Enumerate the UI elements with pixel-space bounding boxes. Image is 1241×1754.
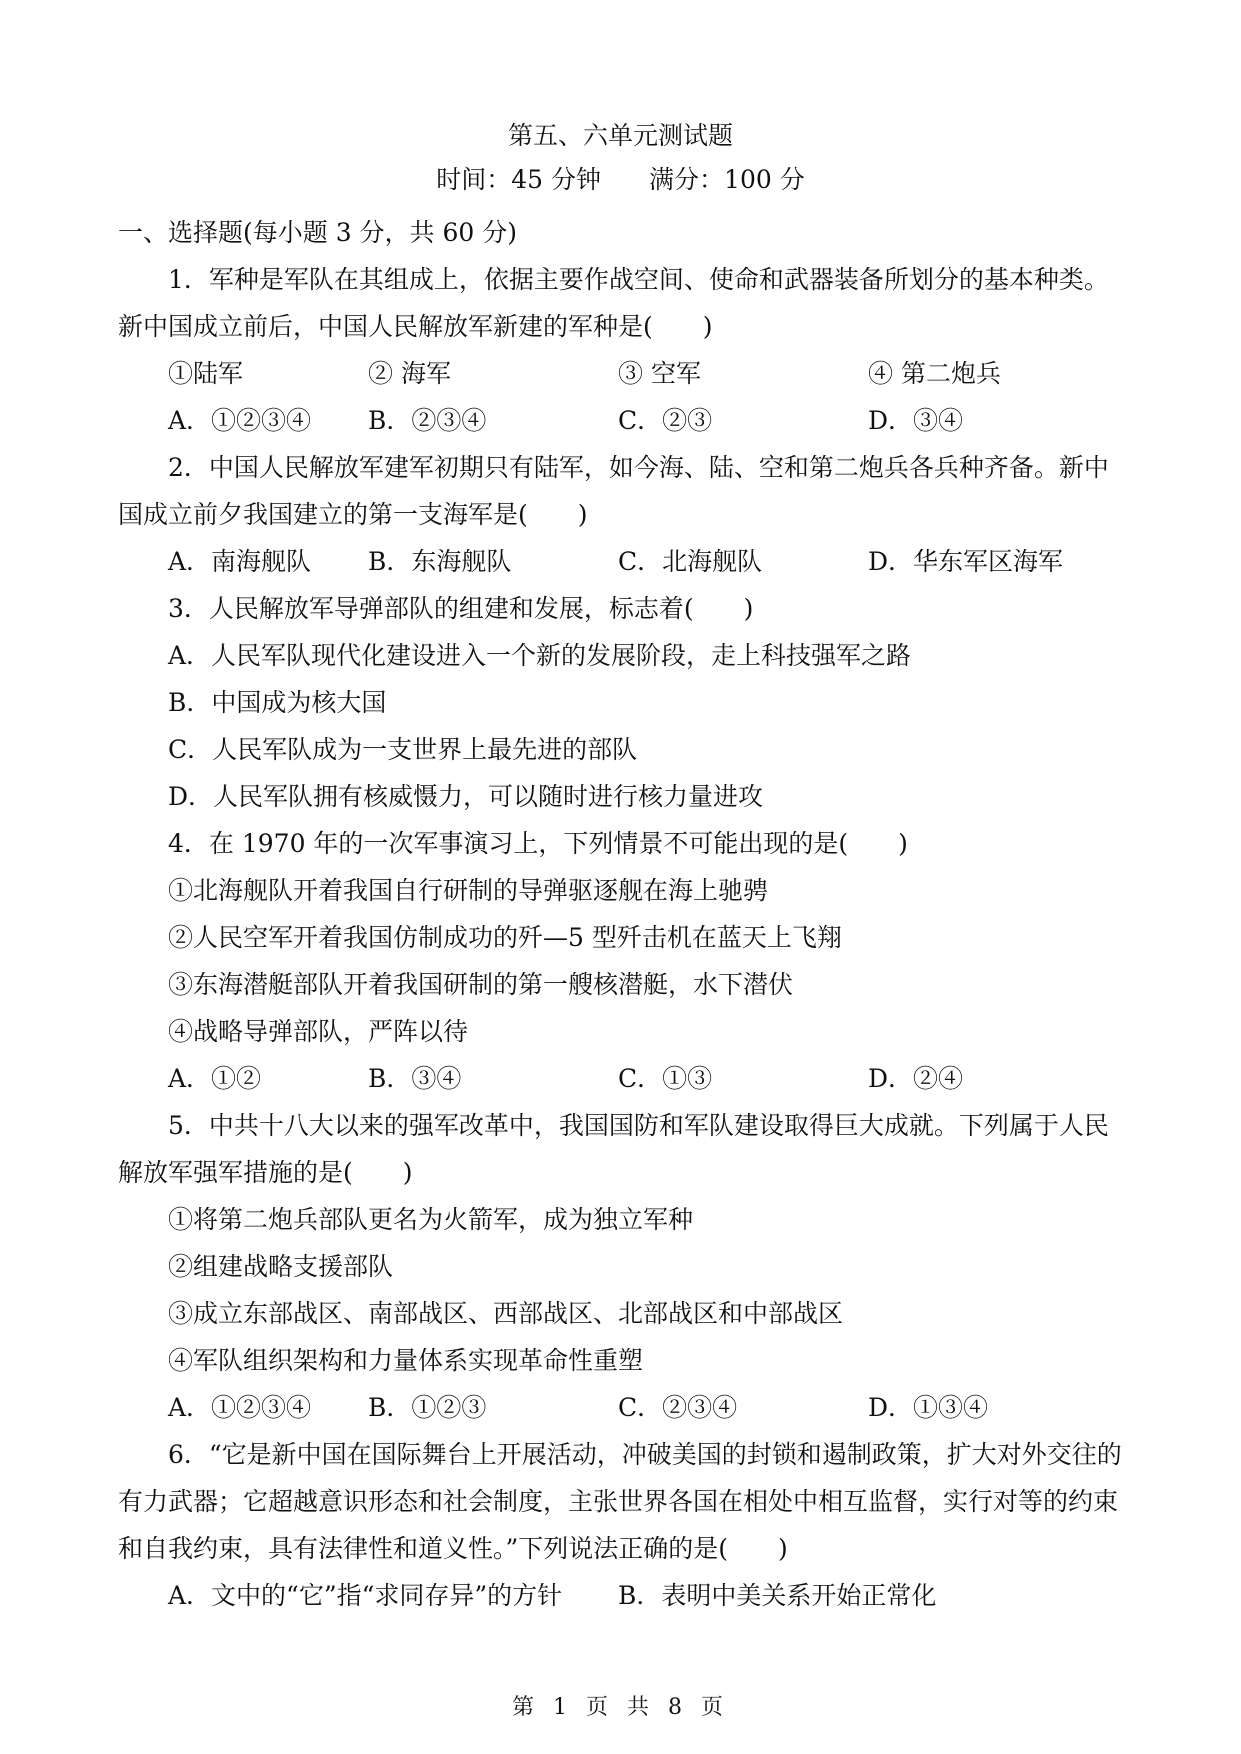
exam-body	[118, 213, 1123, 1623]
page-number: 第 1 页 共 8 页	[512, 1695, 729, 1720]
q3-option-d: D．人民军队拥有核威慑力，可以随时进行核力量进攻	[168, 782, 764, 811]
q6-option-b: B．表明中美关系开始正常化	[618, 1581, 937, 1610]
question-6-stem-cont2: 和自我约束，具有法律性和道义性。”下列说法正确的是( )	[118, 1534, 788, 1563]
q4-option-a: A．①②	[168, 1064, 262, 1093]
q4-option-b: B．③④	[368, 1064, 462, 1093]
q5-item: ④军队组织架构和力量体系实现革命性重塑	[168, 1346, 644, 1375]
q2-option-c: C．北海舰队	[618, 547, 763, 576]
exam-time: 时间：45 分钟	[436, 165, 602, 194]
question-6-stem-cont: 有力武器；它超越意识形态和社会制度，主张世界各国在相处中相互监督，实行对等的约束	[118, 1487, 1119, 1516]
q1-item: ④ 第二炮兵	[868, 359, 1001, 388]
q5-option-d: D．①③④	[868, 1393, 989, 1422]
question-1-stem: 1．军种是军队在其组成上，依据主要作战空间、使命和武器装备所划分的基本种类。	[168, 265, 1109, 294]
question-4-stem: 4．在 1970 年的一次军事演习上，下列情景不可能出现的是( )	[168, 829, 908, 858]
q2-option-d: D．华东军区海军	[868, 547, 1064, 576]
question-5-stem: 5．中共十八大以来的强军改革中，我国国防和军队建设取得巨大成就。下列属于人民	[168, 1111, 1109, 1140]
q1-option-c: C．②③	[618, 406, 713, 435]
q3-option-b: B．中国成为核大国	[168, 688, 387, 717]
q5-item: ③成立东部战区、南部战区、西部战区、北部战区和中部战区	[168, 1299, 844, 1328]
q4-option-c: C．①③	[618, 1064, 713, 1093]
q1-item: ③ 空军	[618, 359, 701, 388]
q1-item: ② 海军	[368, 359, 451, 388]
q5-option-b: B．①②③	[368, 1393, 487, 1422]
q1-option-d: D．③④	[868, 406, 964, 435]
section-heading: 一、选择题(每小题 3 分，共 60 分)	[118, 218, 518, 247]
question-5-options	[118, 1388, 1123, 1435]
q2-option-b: B．东海舰队	[368, 547, 512, 576]
q4-option-d: D．②④	[868, 1064, 964, 1093]
q5-option-c: C．②③④	[618, 1393, 738, 1422]
q1-item: ①陆军	[168, 359, 244, 388]
question-2-options	[118, 542, 1123, 589]
q5-item: ①将第二炮兵部队更名为火箭军，成为独立军种	[168, 1205, 694, 1234]
q4-item: ③东海潜艇部队开着我国研制的第一艘核潜艇，水下潜伏	[168, 970, 794, 999]
question-2-stem: 2．中国人民解放军建军初期只有陆军，如今海、陆、空和第二炮兵各兵种齐备。新中	[168, 453, 1109, 482]
q4-item: ④战略导弹部队，严阵以待	[168, 1017, 469, 1046]
question-1-items	[118, 354, 1123, 401]
question-3-stem: 3．人民解放军导弹部队的组建和发展，标志着( )	[168, 594, 754, 623]
question-5-stem-cont: 解放军强军措施的是( )	[118, 1158, 413, 1187]
q5-item: ②组建战略支援部队	[168, 1252, 394, 1281]
q2-option-a: A．南海舰队	[168, 547, 312, 576]
question-2-stem-cont: 国成立前夕我国建立的第一支海军是( )	[118, 500, 588, 529]
exam-score: 满分：100 分	[649, 165, 805, 194]
question-1-options	[118, 401, 1123, 448]
q5-option-a: A．①②③④	[168, 1393, 312, 1422]
q4-item: ②人民空军开着我国仿制成功的歼—5 型歼击机在蓝天上飞翔	[168, 923, 842, 952]
q3-option-a: A．人民军队现代化建设进入一个新的发展阶段，走上科技强军之路	[168, 641, 912, 670]
question-4-options	[118, 1059, 1123, 1106]
question-6-options	[118, 1576, 1123, 1623]
q6-option-a: A．文中的“它”指“求同存异”的方针	[168, 1581, 563, 1610]
q3-option-c: C．人民军队成为一支世界上最先进的部队	[168, 735, 638, 764]
q4-item: ①北海舰队开着我国自行研制的导弹驱逐舰在海上驰骋	[168, 876, 769, 905]
q1-option-a: A．①②③④	[168, 406, 312, 435]
question-6-stem: 6．“它是新中国在国际舞台上开展活动，冲破美国的封锁和遏制政策，扩大对外交往的	[168, 1440, 1122, 1469]
q1-option-b: B．②③④	[368, 406, 487, 435]
question-1-stem-cont: 新中国成立前后，中国人民解放军新建的军种是( )	[118, 312, 713, 341]
exam-meta	[0, 162, 1241, 198]
page-title: 第五、六单元测试题	[507, 121, 733, 150]
